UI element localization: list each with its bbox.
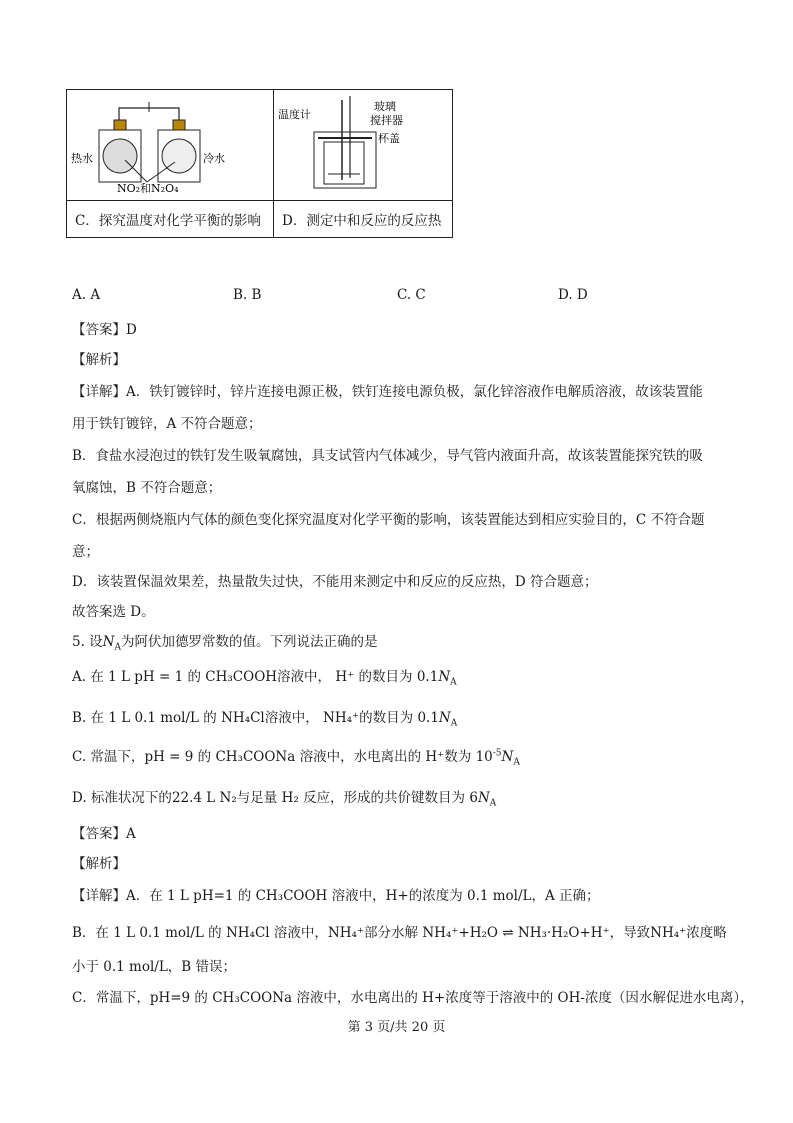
option-c: C. C [397, 287, 426, 303]
q5-option-a: A. 在 1 L pH = 1 的 CH₃COOH溶液中， H⁺ 的数目为 $0.1N_A$ [72, 669, 457, 688]
q5-analysis-heading: 【解析】 [72, 856, 126, 872]
option-d: D. D [558, 287, 588, 303]
figure-c-cell [67, 90, 274, 201]
stirrer-label-2: 搅拌器 [370, 114, 403, 127]
q5-option-c: C. 常温下，pH = 9 的 CH₃COONa 溶液中，水电离出的 H⁺数为 $10^{-5}N_A$ [72, 748, 520, 768]
q4-explanation-line: 故答案选 D。 [72, 604, 155, 620]
option-b: B. B [233, 287, 262, 303]
q5-answer: 【答案】A [72, 826, 136, 842]
q5-explanation-line: 小于 0.1 mol/L，B 错误； [72, 959, 237, 975]
q5-stem: 5. 设$N_A$为阿伏加德罗常数的值。下列说法正确的是 [72, 634, 378, 653]
stirrer-label-1: 玻璃 [374, 100, 396, 113]
page-footer: 第 3 页/共 20 页 [347, 1020, 446, 1035]
q4-explanation-line: 用于铁钉镀锌，A 不符合题意； [72, 416, 262, 432]
no2-equilibrium-apparatus [67, 90, 273, 196]
q5-explanation-line: B．在 1 L 0.1 mol/L 的 NH₄Cl 溶液中，NH₄⁺部分水解 NH₄⁺+H₂O ⇌ NH₃·H₂O+H⁺，导致NH₄⁺浓度略 [72, 925, 727, 941]
q4-analysis-heading: 【解析】 [72, 352, 126, 368]
lid-label: 杯盖 [378, 132, 400, 145]
q5-explanation-line: 【详解】A．在 1 L pH=1 的 CH₃COOH 溶液中，H+的浓度为 0.1 mol/L，A 正确； [72, 888, 600, 904]
caption-d: D．测定中和反应的反应热 [274, 201, 453, 238]
hot-water-label: 热水 [71, 152, 93, 165]
q5-option-d: D. 标准状况下的22.4 L N₂与足量 H₂ 反应，形成的共价键数目为 $6N_A$ [72, 790, 497, 809]
q4-explanation-line: 氧腐蚀，B 不符合题意； [72, 480, 222, 496]
q4-explanation-line: D．该装置保温效果差，热量散失过快，不能用来测定中和反应的反应热，D 符合题意； [72, 574, 598, 590]
thermometer-label: 温度计 [278, 108, 311, 121]
q4-explanation-line: C．根据两侧烧瓶内气体的颜色变化探究温度对化学平衡的影响，该装置能达到相应实验目的，C 不符合题 [72, 512, 705, 528]
caption-c: C．探究温度对化学平衡的影响 [67, 201, 274, 238]
calorimeter-apparatus [274, 90, 452, 196]
q4-explanation-line: 意； [72, 544, 99, 560]
q5-option-b: B. 在 1 L 0.1 mol/L 的 NH₄Cl溶液中， NH₄⁺的数目为 $0.1N_A$ [72, 710, 458, 729]
gas-label: NO₂和N₂O₄ [117, 182, 179, 195]
q4-answer: 【答案】D [72, 322, 137, 338]
q4-explanation-line: 【详解】A．铁钉镀锌时，锌片连接电源正极，铁钉连接电源负极，氯化锌溶液作电解质溶液，故该装置能 [72, 384, 703, 400]
q5-explanation-line: C．常温下，pH=9 的 CH₃COONa 溶液中，水电离出的 H+浓度等于溶液中的 OH-浓度（因水解促进水电离）， [72, 990, 754, 1006]
cold-water-label: 冷水 [203, 152, 225, 165]
figure-table [66, 89, 453, 238]
option-a: A. A [72, 287, 101, 303]
figure-d-cell [274, 90, 453, 201]
q4-explanation-line: B．食盐水浸泡过的铁钉发生吸氧腐蚀，具支试管内气体减少，导气管内液面升高，故该装置能探究铁的吸 [72, 448, 703, 464]
